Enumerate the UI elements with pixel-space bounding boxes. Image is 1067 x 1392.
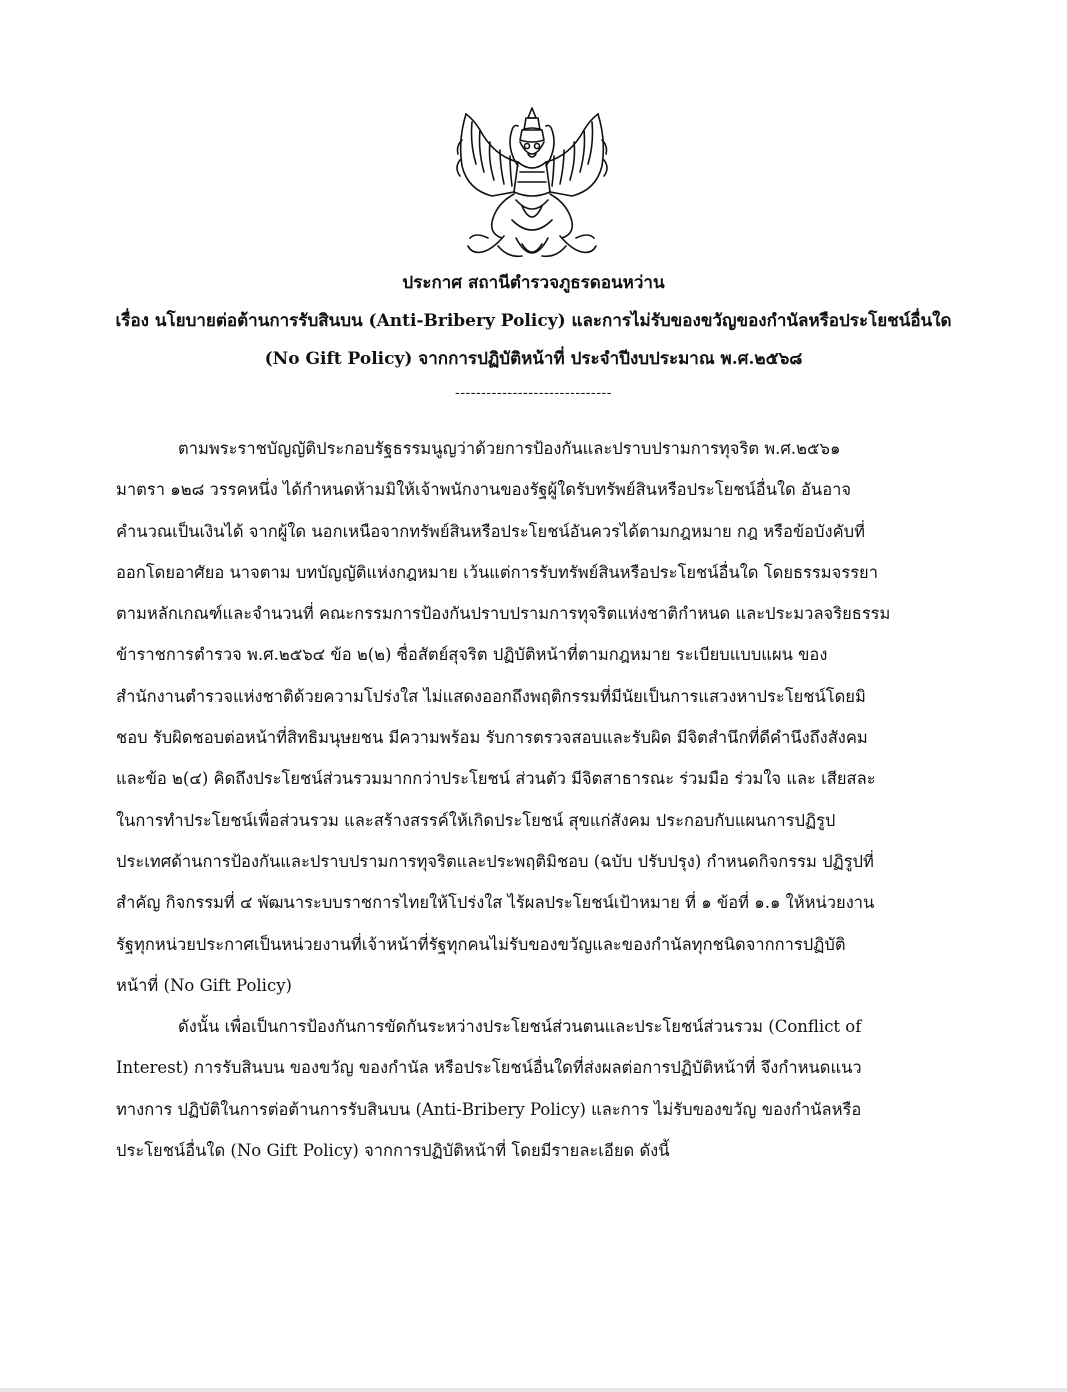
announcement-heading [100,264,967,408]
paragraph-line: รัฐทุกหน่วยประกาศเป็นหน่วยงานที่เจ้าหน้าที่รัฐทุกคนไม่รับของขวัญและของกำนัลทุกชนิดจากการปฏิบัติ [116,934,846,954]
page-bottom-edge [0,1388,1067,1392]
document-body [116,428,956,1171]
paragraph-line: ตามหลักเกณฑ์และจำนวนที่ คณะกรรมการป้องกันปราบปรามการทุจริตแห่งชาติกำหนด และประมวลจริยธรรม [116,604,891,624]
paragraph-line: ตามพระราชบัญญัติประกอบรัฐธรรมนูญว่าด้วยการป้องกันและปราบปรามการทุจริต พ.ศ.๒๕๖๑ [178,439,841,458]
paragraph-line: สำคัญ กิจกรรมที่ ๔ พัฒนาระบบราชการไทยให้โปร่งใส ไร้ผลประโยชน์เป้าหมาย ที่ ๑ ข้อที่ ๑.๑ ให้หน่วยงาน [116,893,875,913]
heading-subject: เรื่อง นโยบายต่อต้านการรับสินบน (Anti-Bribery Policy) และการไม่รับของขวัญของกำนัลหรือประโยชน์อื่นใด [115,311,952,331]
paragraph-line: ประเทศด้านการป้องกันและปราบปรามการทุจริตและประพฤติมิชอบ (ฉบับ ปรับปรุง) กำหนดกิจกรรม ปฏิรูปที่ [116,851,874,871]
paragraph-line: มาตรา ๑๒๘ วรรคหนึ่ง ได้กำหนดห้ามมิให้เจ้าพนักงานของรัฐผู้ใดรับทรัพย์สินหรือประโยชน์อื่นใด อันอาจ [116,480,852,500]
paragraph-line: ดังนั้น เพื่อเป็นการป้องกันการขัดกันระหว่างประโยชน์ส่วนตนและประโยชน์ส่วนรวม (Conflict of [178,1017,862,1037]
garuda-emblem-icon [452,100,612,270]
paragraph-line: Interest) การรับสินบน ของขวัญ ของกำนัล หรือประโยชน์อื่นใดที่ส่งผลต่อการปฏิบัติหน้าที่ จึงกำหนดแนว [116,1058,862,1078]
paragraph-2 [116,1006,956,1171]
paragraph-line: สำนักงานตำรวจแห่งชาติด้วยความโปร่งใส ไม่แสดงออกถึงพฤติกรรมที่มีนัยเป็นการแสวงหาประโยชน์โดยมิ [116,686,866,706]
paragraph-line: ในการทำประโยชน์เพื่อส่วนรวม และสร้างสรรค์ให้เกิดประโยชน์ สุขแก่สังคม ประกอบกับแผนการปฏิรูป [116,810,836,830]
paragraph-1 [116,428,956,1006]
paragraph-line: คำนวณเป็นเงินได้ จากผู้ใด นอกเหนือจากทรัพย์สินหรือประโยชน์อันควรได้ตามกฎหมาย กฎ หรือข้อบังคับที่ [116,521,865,541]
heading-separator: ------------------------------ [455,385,612,401]
paragraph-line: ประโยชน์อื่นใด (No Gift Policy) จากการปฏิบัติหน้าที่ โดยมีรายละเอียด ดังนี้ [116,1141,670,1161]
paragraph-line: ข้าราชการตำรวจ พ.ศ.๒๕๖๔ ข้อ ๒(๒) ซื่อสัตย์สุจริต ปฏิบัติหน้าที่ตามกฎหมาย ระเบียบแบบแผน ของ [116,645,828,665]
paragraph-line: และข้อ ๒(๔) คิดถึงประโยชน์ส่วนรวมมากกว่าประโยชน์ ส่วนตัว มีจิตสาธารณะ ร่วมมือ ร่วมใจ และ เสียสละ [116,769,876,789]
paragraph-line: หน้าที่ (No Gift Policy) [116,975,292,995]
heading-issuer: ประกาศ สถานีตำรวจภูธรดอนหว่าน [402,273,665,293]
paragraph-line: ทางการ ปฏิบัติในการต่อต้านการรับสินบน (Anti-Bribery Policy) และการ ไม่รับของขวัญ ของกำนัลหรือ [116,1099,862,1119]
paragraph-line: ออกโดยอาศัยอ นาจตาม บทบัญญัติแห่งกฎหมาย เว้นแต่การรับทรัพย์สินหรือประโยชน์อื่นใด โดยธรรมจรรยา [116,562,878,582]
paragraph-line: ชอบ รับผิดชอบต่อหน้าที่สิทธิมนุษยชน มีความพร้อม รับการตรวจสอบและรับผิด มีจิตสำนึกที่ดีคำนึงถึงสังคม [116,728,868,748]
heading-subject-continued: (No Gift Policy) จากการปฏิบัติหน้าที่ ประจำปีงบประมาณ พ.ศ.๒๕๖๘ [264,349,803,369]
